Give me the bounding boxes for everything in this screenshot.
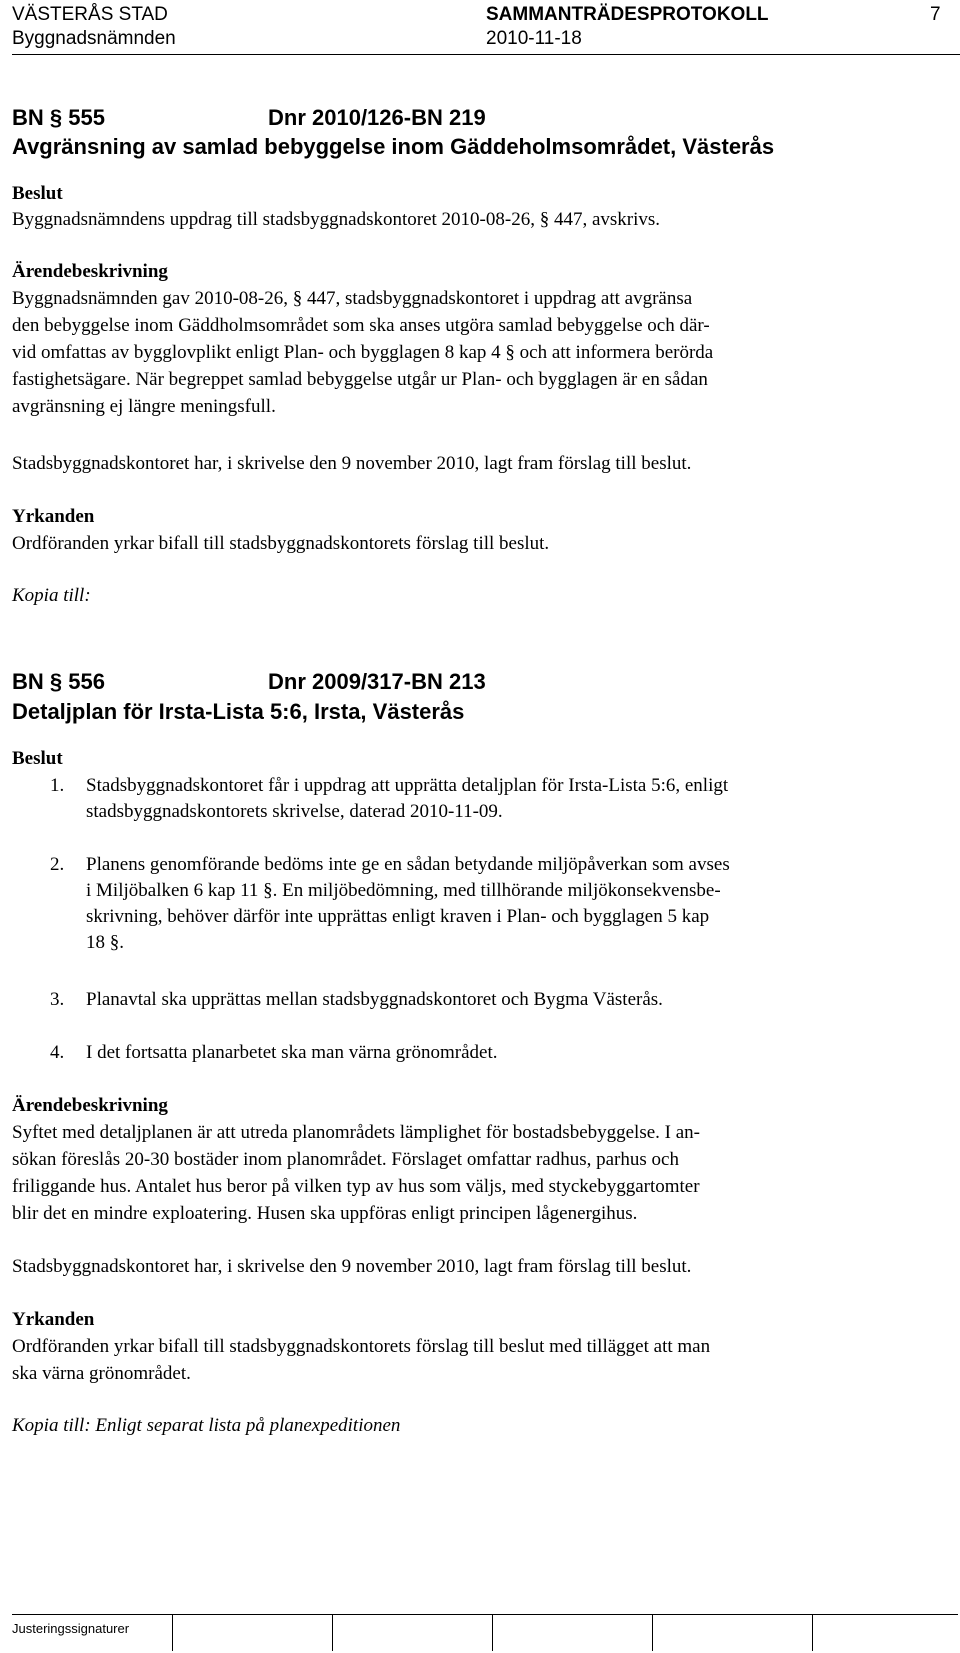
case-dnr: Dnr 2010/126-BN 219 (268, 105, 486, 130)
item-line: stadsbyggnadskontorets skrivelse, daterad 2010-11-09. (86, 801, 503, 822)
forslag-text: Stadsbyggnadskontoret har, i skrivelse den 9 november 2010, lagt fram förslag till beslut. (12, 1256, 692, 1277)
decision-item (50, 987, 663, 1013)
beslut-text: Byggnadsnämndens uppdrag till stadsbyggnadskontoret 2010-08-26, § 447, avskrivs. (12, 209, 661, 230)
meeting-date: 2010-11-18 (486, 28, 582, 49)
item-line: Planens genomförande bedöms inte ge en sådan betydande miljöpåverkan som avses (86, 854, 730, 875)
case-number: BN § 555 (12, 105, 105, 130)
arende-line: Syftet med detaljplanen är att utreda planområdets lämplighet för bostadsbebyggelse. I an- (12, 1122, 700, 1143)
case-heading-555 (12, 104, 486, 132)
decision-item (50, 773, 728, 825)
organization-name: VÄSTERÅS STAD (12, 4, 168, 25)
arende-line: avgränsning ej längre meningsfull. (12, 396, 276, 417)
item-line: I det fortsatta planarbetet ska man värna grönområdet. (86, 1042, 498, 1063)
signature-cell-divider (812, 1615, 813, 1651)
yrkanden-text: Ordföranden yrkar bifall till stadsbyggnadskontorets förslag till beslut. (12, 533, 550, 554)
signature-cell-divider (652, 1615, 653, 1651)
beslut-heading: Beslut (12, 748, 63, 769)
arende-line: den bebyggelse inom Gäddholmsområdet som ska anses utgöra samlad bebyggelse och där- (12, 315, 710, 336)
case-heading-556 (12, 668, 486, 696)
arende-line: sökan föreslås 20-30 bostäder inom planområdet. Förslaget omfattar radhus, parhus och (12, 1149, 679, 1170)
beslut-heading: Beslut (12, 183, 63, 204)
item-line: Planavtal ska upprättas mellan stadsbyggnadskontoret och Bygma Västerås. (86, 989, 663, 1010)
decision-item (50, 1040, 498, 1066)
arende-heading: Ärendebeskrivning (12, 1095, 168, 1116)
signature-cell-divider (492, 1615, 493, 1651)
decision-item (50, 852, 730, 956)
case-number: BN § 556 (12, 669, 105, 694)
case-title: Avgränsning av samlad bebyggelse inom Gäddeholmsområdet, Västerås (12, 134, 775, 159)
item-number: 1. (50, 775, 65, 796)
kopia-till: Kopia till: Enligt separat lista på planexpeditionen (12, 1415, 401, 1436)
forslag-text: Stadsbyggnadskontoret har, i skrivelse den 9 november 2010, lagt fram förslag till beslut. (12, 453, 692, 474)
arende-line: blir det en mindre exploatering. Husen ska uppföras enligt principen lågenergihus. (12, 1203, 638, 1224)
yrkanden-heading: Yrkanden (12, 1309, 95, 1330)
arende-line: friliggande hus. Antalet hus beror på vilken typ av hus som väljs, med styckebyggartomter (12, 1176, 700, 1197)
arende-line: fastighetsägare. När begreppet samlad bebyggelse utgår ur Plan- och bygglagen är en sådan (12, 369, 708, 390)
arende-heading: Ärendebeskrivning (12, 261, 168, 282)
yrkanden-heading: Yrkanden (12, 506, 95, 527)
item-number: 4. (50, 1042, 65, 1063)
item-number: 3. (50, 989, 65, 1010)
signature-cell-divider (332, 1615, 333, 1651)
item-line: skrivning, behöver därför inte upprättas enligt kraven i Plan- och bygglagen 5 kap (86, 906, 710, 927)
item-line: Stadsbyggnadskontoret får i uppdrag att upprätta detaljplan för Irsta-Lista 5:6, enligt (86, 775, 729, 796)
document-type: SAMMANTRÄDESPROTOKOLL (486, 4, 769, 25)
signature-box (12, 1614, 958, 1651)
case-title: Detaljplan för Irsta-Lista 5:6, Irsta, Västerås (12, 699, 465, 724)
committee-name: Byggnadsnämnden (12, 28, 176, 49)
arende-line: vid omfattas av bygglovplikt enligt Plan- och bygglagen 8 kap 4 § och att informera berörda (12, 342, 714, 363)
header-divider (12, 54, 960, 55)
signature-label: Justeringssignaturer (12, 1621, 130, 1636)
item-number: 2. (50, 854, 65, 875)
yrkanden-line: Ordföranden yrkar bifall till stadsbyggnadskontorets förslag till beslut med tillägget att man (12, 1336, 711, 1357)
signature-cell-divider (172, 1615, 173, 1651)
page-number: 7 (930, 4, 941, 25)
kopia-till: Kopia till: (12, 585, 91, 606)
item-line: 18 §. (86, 932, 124, 953)
arende-line: Byggnadsnämnden gav 2010-08-26, § 447, stadsbyggnadskontoret i uppdrag att avgränsa (12, 288, 693, 309)
yrkanden-line: ska värna grönområdet. (12, 1363, 191, 1384)
item-line: i Miljöbalken 6 kap 11 §. En miljöbedömning, med tillhörande miljökonsekvensbe- (86, 880, 721, 901)
case-dnr: Dnr 2009/317-BN 213 (268, 669, 486, 694)
